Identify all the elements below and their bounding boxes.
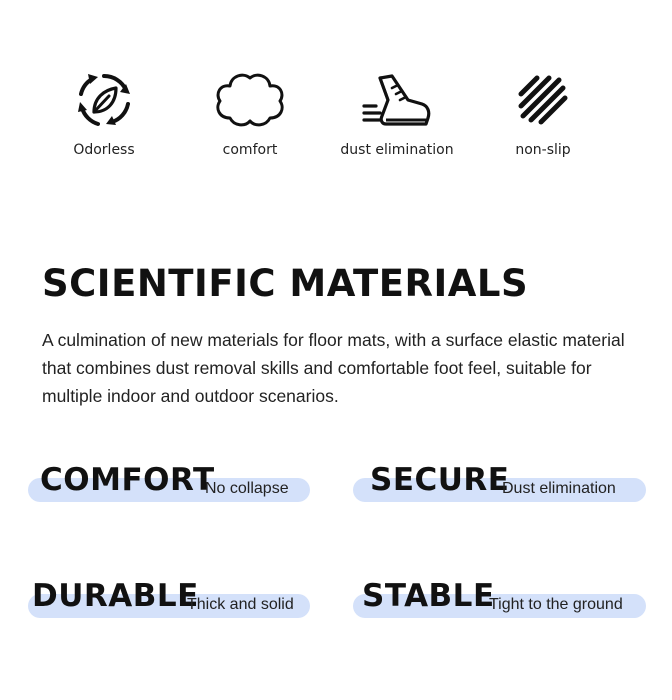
tag-sub-label: Tight to the ground xyxy=(489,596,623,613)
feature-odorless xyxy=(29,70,179,158)
feature-label: comfort xyxy=(222,142,278,158)
feature-label: Odorless xyxy=(73,142,135,158)
feature-label: non-slip xyxy=(515,142,571,158)
section-title: SCIENTIFIC MATERIALS xyxy=(42,262,529,305)
feature-non-slip xyxy=(468,70,618,158)
leaf-recycle-icon xyxy=(74,70,134,130)
feature-label: dust elimination xyxy=(340,142,454,158)
feature-icons-row xyxy=(0,70,672,170)
diagonal-stripes-icon xyxy=(513,70,573,130)
sneaker-icon xyxy=(362,70,432,130)
tag-main-label: DURABLE xyxy=(32,578,199,614)
tag-main-label: COMFORT xyxy=(40,462,215,498)
feature-dust-elimination xyxy=(322,70,472,158)
tag-secure xyxy=(353,452,646,502)
tag-durable xyxy=(28,568,310,618)
feature-comfort xyxy=(175,70,325,158)
tag-main-label: SECURE xyxy=(370,462,510,498)
tag-main-label: STABLE xyxy=(362,578,495,614)
tag-sub-label: Thick and solid xyxy=(187,596,294,613)
cloud-icon xyxy=(210,70,290,130)
tag-sub-label: No collapse xyxy=(205,480,289,497)
tag-sub-label: Dust elimination xyxy=(502,480,616,497)
tag-stable xyxy=(353,568,646,618)
section-description: A culmination of new materials for floor mats, with a surface elastic material that combines dust removal skills and comfortable foot feel, suitable for multiple indoor and outdoor scenarios. xyxy=(42,330,625,406)
tag-comfort xyxy=(28,452,310,502)
